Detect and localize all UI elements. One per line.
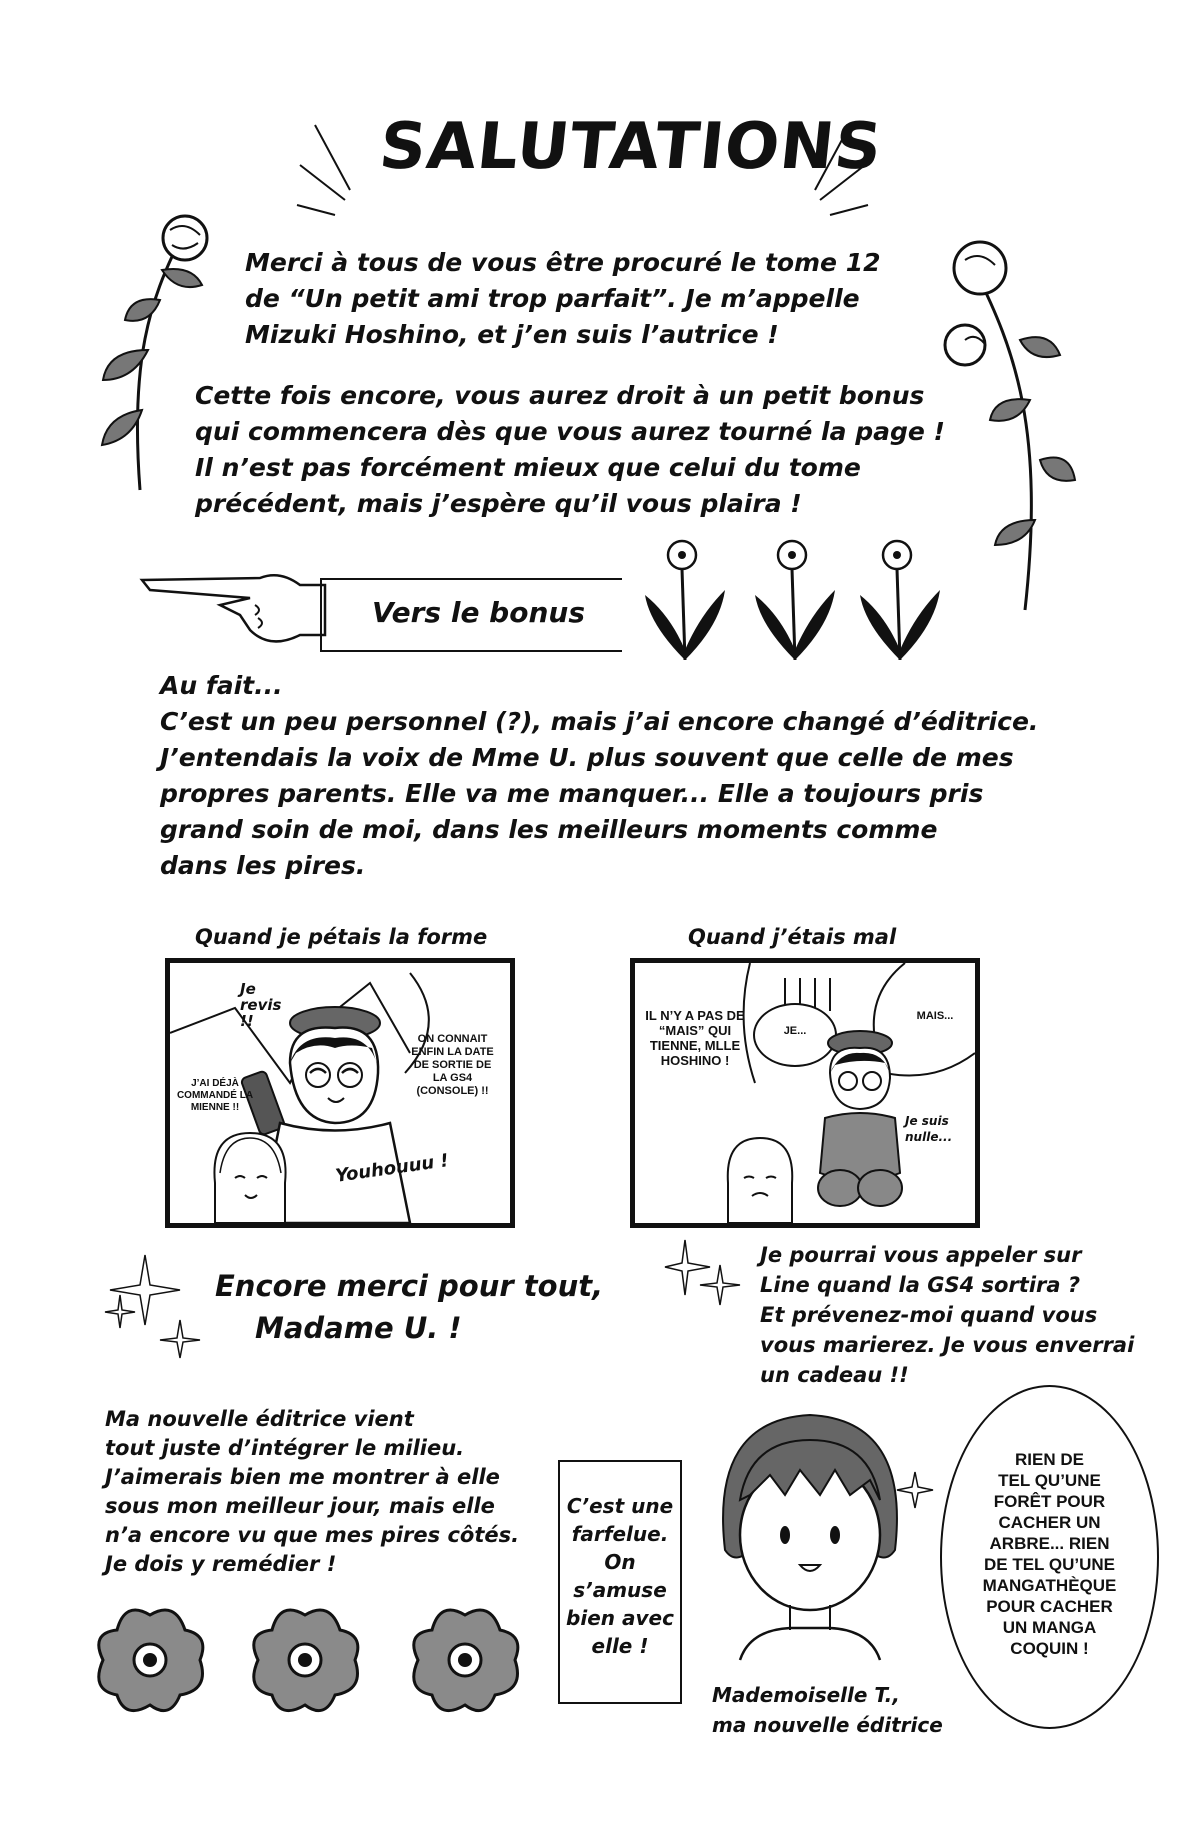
bubble-mais-qui-tienne: IL N’Y A PAS DE “MAIS” QUI TIENNE, MLLE HOSHINO ! bbox=[645, 1008, 745, 1068]
manga-line: DE TEL QU’UNE bbox=[984, 1555, 1115, 1574]
bonus-line: Cette fois encore, vous aurez droit à un petit bonus bbox=[195, 381, 925, 410]
caption-line: ma nouvelle éditrice bbox=[712, 1713, 943, 1737]
bonus-line: qui commencera dès que vous aurez tourné la page ! bbox=[195, 417, 945, 446]
intro-paragraph bbox=[245, 245, 945, 353]
title-flourish-left bbox=[295, 120, 375, 210]
manga-line: RIEN DE bbox=[1015, 1450, 1084, 1469]
editor-line: J’entendais la voix de Mme U. plus souvent que celle de mes bbox=[160, 743, 1014, 772]
intro-line: Merci à tous de vous être procuré le tome 12 bbox=[245, 248, 881, 277]
gs4-note bbox=[760, 1240, 1180, 1390]
manga-line: ARBRE... RIEN bbox=[989, 1534, 1110, 1553]
gs4-line: Je pourrai vous appeler sur bbox=[760, 1243, 1082, 1267]
new-editor-paragraph bbox=[105, 1405, 545, 1579]
tulip-icon bbox=[640, 535, 740, 665]
editor-line: dans les pires. bbox=[160, 851, 366, 880]
flower-icon bbox=[95, 1605, 205, 1715]
shout-youhou: Youhouuu ! bbox=[334, 1150, 450, 1187]
manga-line: CACHER UN bbox=[998, 1513, 1101, 1532]
thanks-line: Madame U. ! bbox=[255, 1311, 462, 1345]
editor-line: grand soin de moi, dans les meilleurs moments comme bbox=[160, 815, 938, 844]
farfelue-line: bien avec bbox=[566, 1606, 674, 1630]
flower-icon bbox=[250, 1605, 360, 1715]
caption-line: Mademoiselle T., bbox=[712, 1683, 900, 1707]
farfelue-line: farfelue. bbox=[571, 1522, 669, 1546]
bonus-sign-label: Vers le bonus bbox=[372, 596, 585, 629]
gs4-line: un cadeau !! bbox=[760, 1363, 909, 1387]
editor-paragraph bbox=[160, 668, 1060, 884]
bubble-je-text: JE... bbox=[783, 1025, 807, 1037]
editor-line: Au fait... bbox=[160, 671, 283, 700]
gs4-line: vous marierez. Je vous enverrai bbox=[760, 1333, 1135, 1357]
bubble-mais: MAIS... bbox=[916, 1010, 954, 1022]
bubble-gs4: ON CONNAIT ENFIN LA DATE DE SORTIE DE LA GS4 (CONSOLE) !! bbox=[411, 1033, 494, 1097]
farfelue-line: elle ! bbox=[591, 1634, 649, 1658]
panel-right bbox=[630, 958, 980, 1228]
manga-line: MANGATHÈQUE bbox=[982, 1576, 1117, 1595]
bonus-sign[interactable] bbox=[320, 578, 622, 652]
editor-line: C’est un peu personnel (?), mais j’ai encore changé d’éditrice. bbox=[160, 707, 1039, 736]
page-title: SALUTATIONS bbox=[376, 110, 886, 184]
pointing-hand-icon bbox=[140, 560, 330, 650]
title-flourish-right bbox=[790, 120, 870, 210]
sparkle-icon bbox=[665, 1235, 745, 1315]
manga-speech-bubble bbox=[940, 1385, 1159, 1729]
thanks-text bbox=[215, 1265, 603, 1349]
thanks-line: Encore merci pour tout, bbox=[215, 1269, 604, 1303]
bonus-paragraph bbox=[195, 378, 975, 522]
sparkle-icon bbox=[100, 1250, 210, 1360]
farfelue-text bbox=[560, 1492, 680, 1660]
sparkle-icon bbox=[895, 1470, 935, 1510]
intro-line: Mizuki Hoshino, et j’en suis l’autrice ! bbox=[245, 320, 779, 349]
bonus-line: Il n’est pas forcément mieux que celui du tome bbox=[195, 453, 861, 482]
new-editor-line: sous mon meilleur jour, mais elle bbox=[105, 1494, 495, 1518]
flower-icon bbox=[410, 1605, 520, 1715]
manga-line: COQUIN ! bbox=[1010, 1639, 1089, 1658]
tulip-icon bbox=[855, 535, 955, 665]
new-editor-line: Je dois y remédier ! bbox=[105, 1552, 337, 1576]
new-editor-line: tout juste d’intégrer le milieu. bbox=[105, 1436, 465, 1460]
manga-line: UN MANGA bbox=[1002, 1618, 1097, 1637]
panel-right-caption: Quand j’étais mal bbox=[688, 925, 897, 949]
new-editor-line: n’a encore vu que mes pires côtés. bbox=[105, 1523, 520, 1547]
new-editor-line: J’aimerais bien me montrer à elle bbox=[105, 1465, 500, 1489]
panel-left bbox=[165, 958, 515, 1228]
editor-u-character bbox=[205, 1123, 295, 1223]
mutter-nulle: Je suis nulle... bbox=[905, 1114, 953, 1144]
editor-line: propres parents. Elle va me manquer... Elle a toujours pris bbox=[160, 779, 984, 808]
editor-u-character bbox=[720, 1128, 800, 1223]
intro-line: de “Un petit ami trop parfait”. Je m’appelle bbox=[245, 284, 860, 313]
bubble-revis: Je revis !! bbox=[240, 980, 282, 1030]
tulip-icon bbox=[750, 535, 850, 665]
manga-line: FORÊT POUR bbox=[993, 1492, 1106, 1511]
new-editor-caption bbox=[712, 1680, 943, 1740]
farfelue-line: C’est une bbox=[566, 1494, 674, 1518]
bonus-line: précédent, mais j’espère qu’il vous plaira ! bbox=[195, 489, 802, 518]
farfelue-line: On bbox=[604, 1550, 636, 1574]
panel-left-caption: Quand je pétais la forme bbox=[195, 925, 488, 949]
new-editor-line: Ma nouvelle éditrice vient bbox=[105, 1407, 414, 1431]
gs4-line: Et prévenez-moi quand vous bbox=[760, 1303, 1098, 1327]
manga-line: TEL QU’UNE bbox=[998, 1471, 1101, 1490]
new-editor-portrait bbox=[710, 1400, 910, 1660]
manga-bubble-text bbox=[942, 1449, 1157, 1659]
manga-line: POUR CACHER bbox=[986, 1597, 1113, 1616]
farfelue-box bbox=[558, 1460, 682, 1704]
farfelue-line: s’amuse bbox=[573, 1578, 667, 1602]
bubble-commande: J’AI DÉJÀ COMMANDÉ LA MIENNE !! bbox=[176, 1078, 254, 1113]
gs4-line: Line quand la GS4 sortira ? bbox=[760, 1273, 1081, 1297]
